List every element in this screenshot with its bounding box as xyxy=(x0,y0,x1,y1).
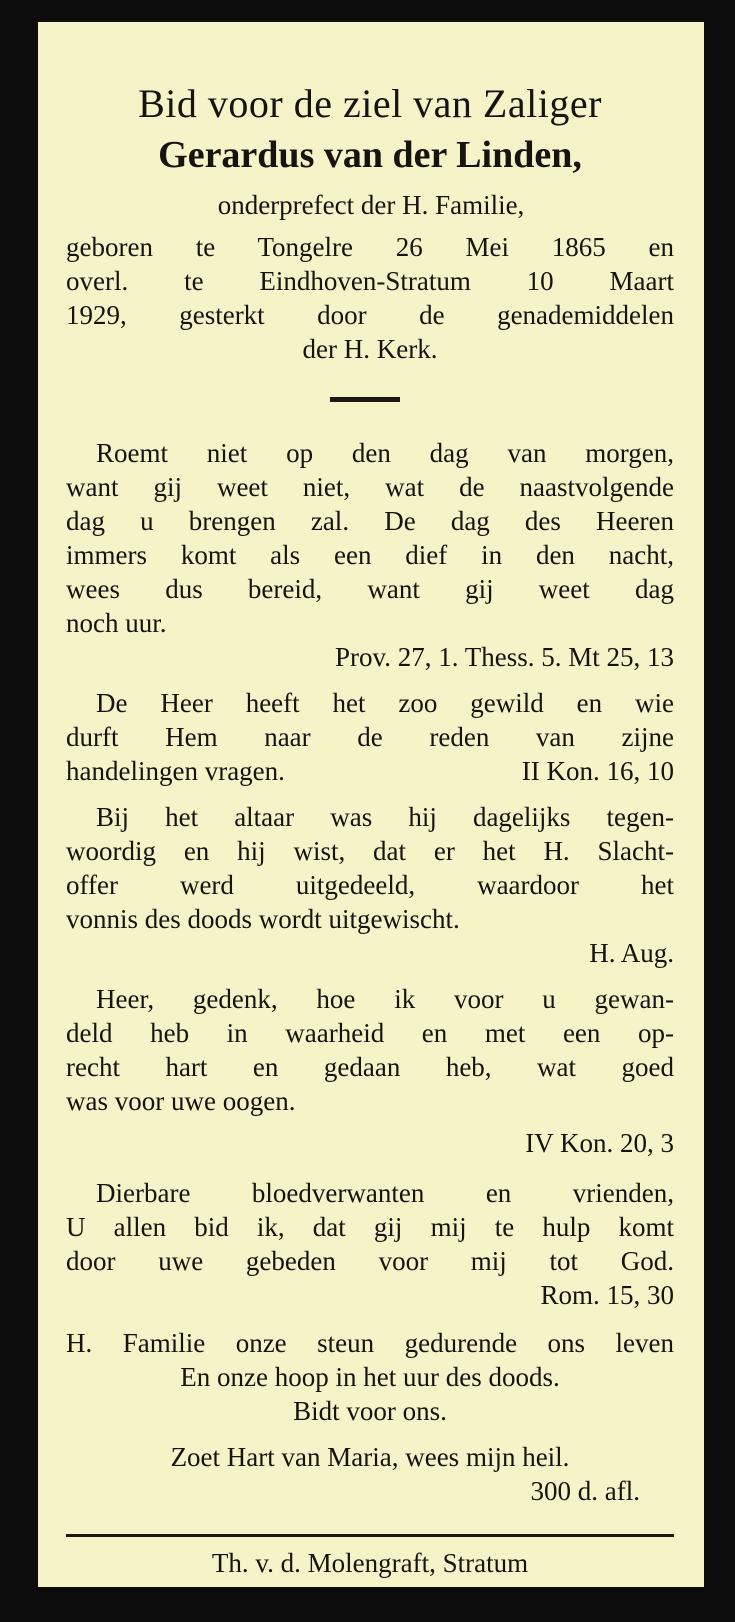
printer-credit: Th. v. d. Molengraft, Stratum xyxy=(211,1548,529,1578)
verse-line: Roemt niet op den dag van morgen, xyxy=(96,438,674,468)
verse-line: Bidt voor ons. xyxy=(293,1396,447,1426)
verse-reference: Rom. 15, 30 xyxy=(540,1280,674,1310)
verse-reference: H. Aug. xyxy=(589,938,674,968)
indulgence-note: 300 d. afl. xyxy=(530,1476,640,1506)
verse-reference: Prov. 27, 1. Thess. 5. Mt 25, 13 xyxy=(334,642,674,672)
verse-line: noch uur. xyxy=(66,608,167,638)
verse-line: door uwe gebeden voor mij tot God. xyxy=(66,1246,674,1276)
verse-line: Dierbare bloedverwanten en vrienden, xyxy=(96,1178,674,1208)
verse-line: Bij het altaar was hij dagelijks tegen- xyxy=(96,802,674,832)
verse-line: durft Hem naar de reden van zijne xyxy=(66,722,674,752)
verse-line: handelingen vragen. xyxy=(66,756,285,786)
memorial-card xyxy=(38,22,704,1587)
verse-line: Heer, gedenk, hoe ik voor u gewan- xyxy=(96,984,674,1014)
prayer-heading: Bid voor de ziel van Zaliger xyxy=(138,81,602,126)
bio-line: overl. te Eindhoven-Stratum 10 Maart xyxy=(66,266,674,296)
verse-line: En onze hoop in het uur des doods. xyxy=(180,1362,560,1392)
verse-line: woordig en hij wist, dat er het H. Slacht- xyxy=(66,836,674,866)
verse-line: wees dus bereid, want gij weet dag xyxy=(66,574,674,604)
bio-line: der H. Kerk. xyxy=(302,334,438,364)
verse-line: immers komt als een dief in den nacht, xyxy=(66,540,674,570)
verse-reference: II Kon. 16, 10 xyxy=(521,756,674,786)
bio-line: geboren te Tongelre 26 Mei 1865 en xyxy=(66,232,674,262)
verse-line: Zoet Hart van Maria, wees mijn heil. xyxy=(170,1442,570,1472)
verse-line: deld heb in waarheid en met een op- xyxy=(66,1018,674,1048)
verse-line: want gij weet niet, wat de naastvolgende xyxy=(66,472,674,502)
role-line: onderprefect der H. Familie, xyxy=(217,190,525,220)
divider-rule xyxy=(66,1534,674,1537)
deceased-name: Gerardus van der Linden, xyxy=(158,134,582,176)
verse-line: vonnis des doods wordt uitgewischt. xyxy=(66,904,460,934)
verse-reference: IV Kon. 20, 3 xyxy=(525,1128,674,1158)
separator-dash xyxy=(330,397,400,402)
verse-line: dag u brengen zal. De dag des Heeren xyxy=(66,506,674,536)
verse-line: H. Familie onze steun gedurende ons leven xyxy=(66,1328,674,1358)
verse-line: offer werd uitgedeeld, waardoor het xyxy=(66,870,674,900)
verse-line: De Heer heeft het zoo gewild en wie xyxy=(96,688,674,718)
verse-line: recht hart en gedaan heb, wat goed xyxy=(66,1052,674,1082)
verse-line: was voor uwe oogen. xyxy=(66,1086,296,1116)
verse-line: U allen bid ik, dat gij mij te hulp komt xyxy=(66,1212,674,1242)
bio-line: 1929, gesterkt door de genademiddelen xyxy=(66,300,674,330)
